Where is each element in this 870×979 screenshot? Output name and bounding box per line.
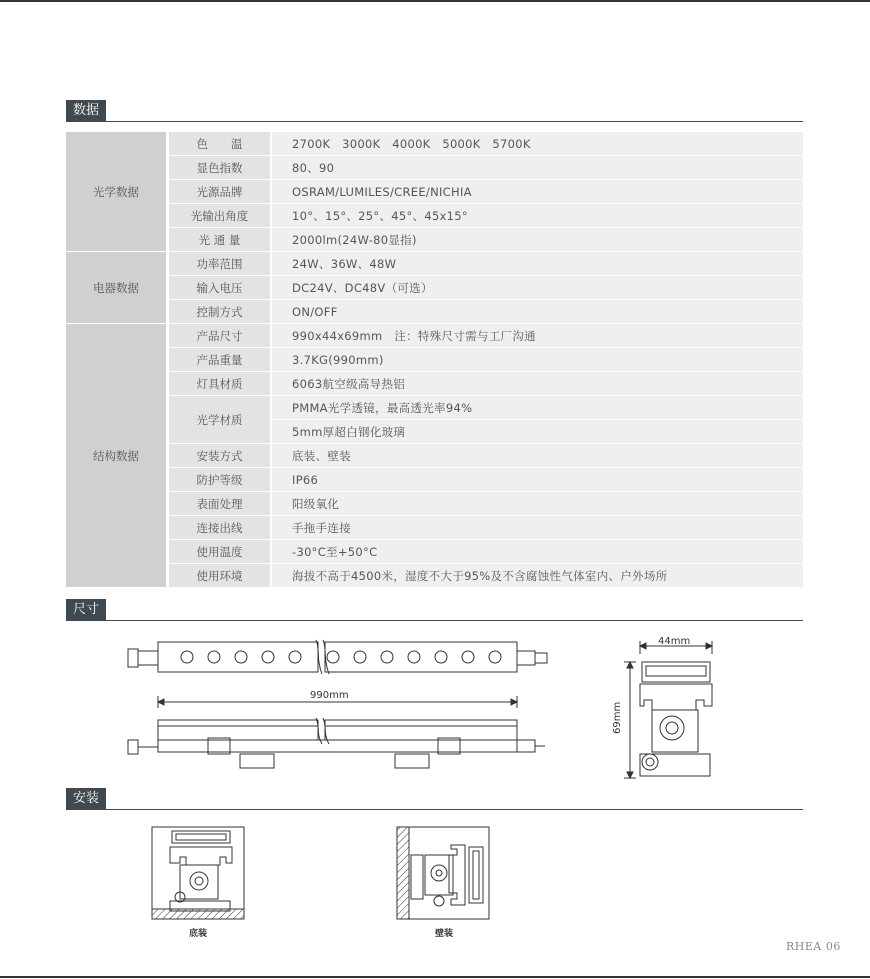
spec-value: 24W、36W、48W	[271, 252, 803, 276]
spec-row	[66, 540, 803, 564]
section-title-installation: 安装	[66, 788, 106, 810]
spec-value: -30°C至+50°C	[271, 540, 803, 564]
spec-group-label: 光学数据	[66, 132, 168, 252]
spec-value: 阳级氧化	[271, 492, 803, 516]
spec-row	[66, 324, 803, 348]
section-header-dimensions	[66, 599, 803, 621]
spec-row	[66, 468, 803, 492]
spec-label: 光输出角度	[168, 204, 272, 228]
spec-label: 表面处理	[168, 492, 272, 516]
page-number: RHEA 06	[786, 940, 841, 953]
spec-row	[66, 228, 803, 252]
spec-label: 连接出线	[168, 516, 272, 540]
spec-label: 光学材质	[168, 396, 272, 444]
spec-value: 5mm厚超白钢化玻璃	[271, 420, 803, 444]
spec-label: 灯具材质	[168, 372, 272, 396]
section-rule	[66, 620, 803, 621]
spec-value: 2000lm(24W-80显指)	[271, 228, 803, 252]
spec-row	[66, 516, 803, 540]
spec-value: 底装、壁装	[271, 444, 803, 468]
spec-row	[66, 276, 803, 300]
spec-label: 显色指数	[168, 156, 272, 180]
spec-row	[66, 132, 803, 156]
spec-value: ON/OFF	[271, 300, 803, 324]
bottom-border	[0, 976, 870, 978]
section-title-dimensions: 尺寸	[66, 599, 106, 621]
spec-label: 防护等级	[168, 468, 272, 492]
spec-label: 使用环境	[168, 564, 272, 588]
spec-value: 2700K 3000K 4000K 5000K 5700K	[271, 132, 803, 156]
spec-value: PMMA光学透镜，最高透光率94%	[271, 396, 803, 420]
spec-value: OSRAM/LUMILES/CREE/NICHIA	[271, 180, 803, 204]
spec-value: 手拖手连接	[271, 516, 803, 540]
spec-row	[66, 300, 803, 324]
spec-value: 海拔不高于4500米，湿度不大于95%及不含腐蚀性气体室内、户外场所	[271, 564, 803, 588]
spec-label: 输入电压	[168, 276, 272, 300]
spec-value: IP66	[271, 468, 803, 492]
section-header-installation	[66, 788, 803, 810]
bottom-mount-caption: 底装	[189, 929, 208, 939]
spec-label: 使用温度	[168, 540, 272, 564]
spec-label: 色 温	[168, 132, 272, 156]
width-dimension: 44mm	[658, 636, 691, 647]
spec-value: DC24V、DC48V（可选）	[271, 276, 803, 300]
spec-row	[66, 444, 803, 468]
section-rule	[66, 121, 803, 122]
spec-row	[66, 204, 803, 228]
spec-label: 光 通 量	[168, 228, 272, 252]
top-border	[0, 0, 870, 2]
section-title-data: 数据	[66, 100, 106, 122]
product-front-drawing	[120, 634, 560, 774]
spec-label: 控制方式	[168, 300, 272, 324]
spec-row	[66, 156, 803, 180]
spec-row	[66, 564, 803, 588]
wall-mount-drawing	[395, 825, 491, 923]
spec-label: 产品尺寸	[168, 324, 272, 348]
spec-row	[66, 252, 803, 276]
spec-row	[66, 180, 803, 204]
spec-table	[66, 132, 803, 588]
spec-row	[66, 348, 803, 372]
section-header-data	[66, 100, 803, 122]
length-dimension: 990mm	[310, 690, 349, 701]
spec-value: 3.7KG(990mm)	[271, 348, 803, 372]
spec-value: 6063航空级高导热铝	[271, 372, 803, 396]
spec-value: 10°、15°、25°、45°、45x15°	[271, 204, 803, 228]
spec-value: 990x44x69mm 注：特殊尺寸需与工厂沟通	[271, 324, 803, 348]
spec-label: 功率范围	[168, 252, 272, 276]
wall-mount-caption: 壁装	[435, 929, 454, 939]
height-dimension: 69mm	[612, 701, 623, 734]
bottom-mount-drawing	[150, 825, 246, 923]
spec-value: 80、90	[271, 156, 803, 180]
spec-label: 光源品牌	[168, 180, 272, 204]
spec-row	[66, 372, 803, 396]
product-cross-section-drawing	[600, 634, 730, 784]
spec-label: 安装方式	[168, 444, 272, 468]
spec-row	[66, 396, 803, 420]
section-rule	[66, 809, 803, 810]
spec-group-label: 结构数据	[66, 324, 168, 588]
spec-label: 产品重量	[168, 348, 272, 372]
spec-group-label: 电器数据	[66, 252, 168, 324]
spec-row	[66, 492, 803, 516]
